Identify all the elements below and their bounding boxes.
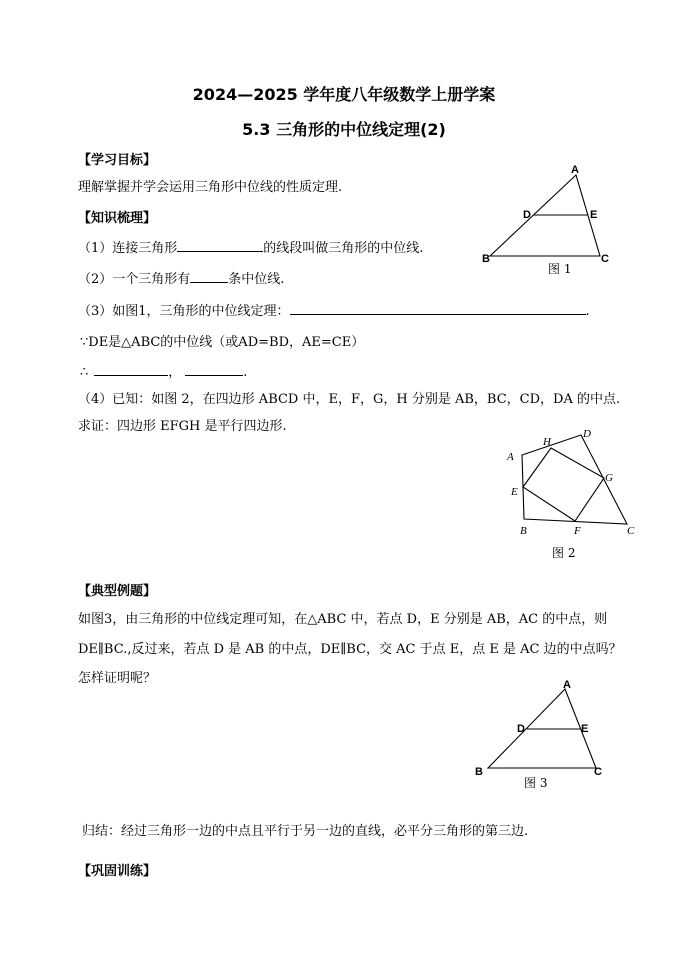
therefore-blank-1[interactable] (94, 363, 168, 376)
therefore-symbol: ∴ (80, 365, 89, 380)
item-1 (78, 237, 423, 256)
label-c: C (594, 766, 602, 778)
label-h: H (543, 436, 551, 448)
label-f: F (574, 525, 581, 537)
item-1-suffix: 的线段叫做三角形的中位线. (263, 241, 424, 256)
practice-heading: 【巩固训练】 (78, 864, 157, 879)
figure-3-caption: 图 3 (524, 776, 548, 790)
page-title: 2024—2025 学年度八年级数学上册学案 (192, 85, 496, 104)
therefore-separator: ， (168, 365, 182, 380)
quadrilateral-efgh (523, 448, 604, 521)
item-1-prefix: （1）连接三角形 (78, 241, 178, 256)
goals-heading: 【学习目标】 (78, 153, 157, 168)
item-3-blank[interactable] (290, 302, 586, 315)
label-g: G (605, 472, 613, 484)
item-2 (78, 268, 284, 287)
label-a: A (507, 451, 514, 463)
therefore-line: ∴ ， . (80, 365, 248, 380)
item-2-prefix: （2）一个三角形有 (78, 272, 191, 287)
label-d: D (517, 723, 525, 735)
because-line: ∵DE是△ABC的中位线（或AD=BD，AE=CE） (80, 335, 365, 350)
item-3-end: . (585, 304, 590, 319)
label-b: B (475, 766, 483, 778)
figure-1-caption: 图 1 (548, 262, 572, 276)
label-b: B (482, 253, 490, 265)
label-a: A (563, 679, 571, 691)
item-2-blank[interactable] (190, 270, 228, 283)
label-e: E (511, 486, 518, 498)
label-a: A (571, 164, 579, 176)
label-e: E (581, 723, 589, 735)
label-d: D (523, 209, 531, 221)
item-3 (78, 300, 590, 319)
figure-3 (466, 675, 626, 800)
figure-2-caption: 图 2 (552, 546, 576, 560)
example-heading: 【典型例题】 (78, 584, 157, 599)
prove-statement: 求证：四边形 EFGH 是平行四边形. (78, 419, 287, 434)
goals-text: 理解掌握并学会运用三角形中位线的性质定理. (78, 180, 343, 195)
label-c: C (627, 525, 635, 537)
figure-2 (495, 420, 655, 570)
example-line-3: 怎样证明呢？ (78, 671, 157, 686)
knowledge-heading: 【知识梳理】 (78, 211, 157, 226)
item-4: （4）已知：如图 2，在四边形 ABCD 中，E，F，G，H 分别是 AB，BC，CD，DA 的中点. (78, 392, 621, 407)
example-line-2: DE∥BC.,反过来，若点 D 是 AB 的中点，DE∥BC，交 AC 于点 E，点 E 是 AC 边的中点吗？ (78, 642, 622, 657)
therefore-blank-2[interactable] (185, 363, 243, 376)
example-line-1: 如图3，由三角形的中位线定理可知，在△ABC 中，若点 D，E 分别是 AB，AC 的中点，则 (78, 612, 608, 627)
page-subtitle: 5.3 三角形的中位线定理(2) (242, 120, 446, 139)
label-c: C (601, 253, 609, 265)
item-3-prefix: （3）如图1，三角形的中位线定理： (78, 304, 290, 319)
label-e: E (590, 209, 598, 221)
item-2-suffix: 条中位线. (228, 272, 285, 287)
label-d: D (583, 428, 591, 440)
label-b: B (520, 525, 527, 537)
item-1-blank[interactable] (177, 239, 263, 252)
figure-1 (470, 160, 630, 285)
summary-text: 归结：经过三角形一边的中点且平行于另一边的直线，必平分三角形的第三边. (82, 824, 529, 839)
